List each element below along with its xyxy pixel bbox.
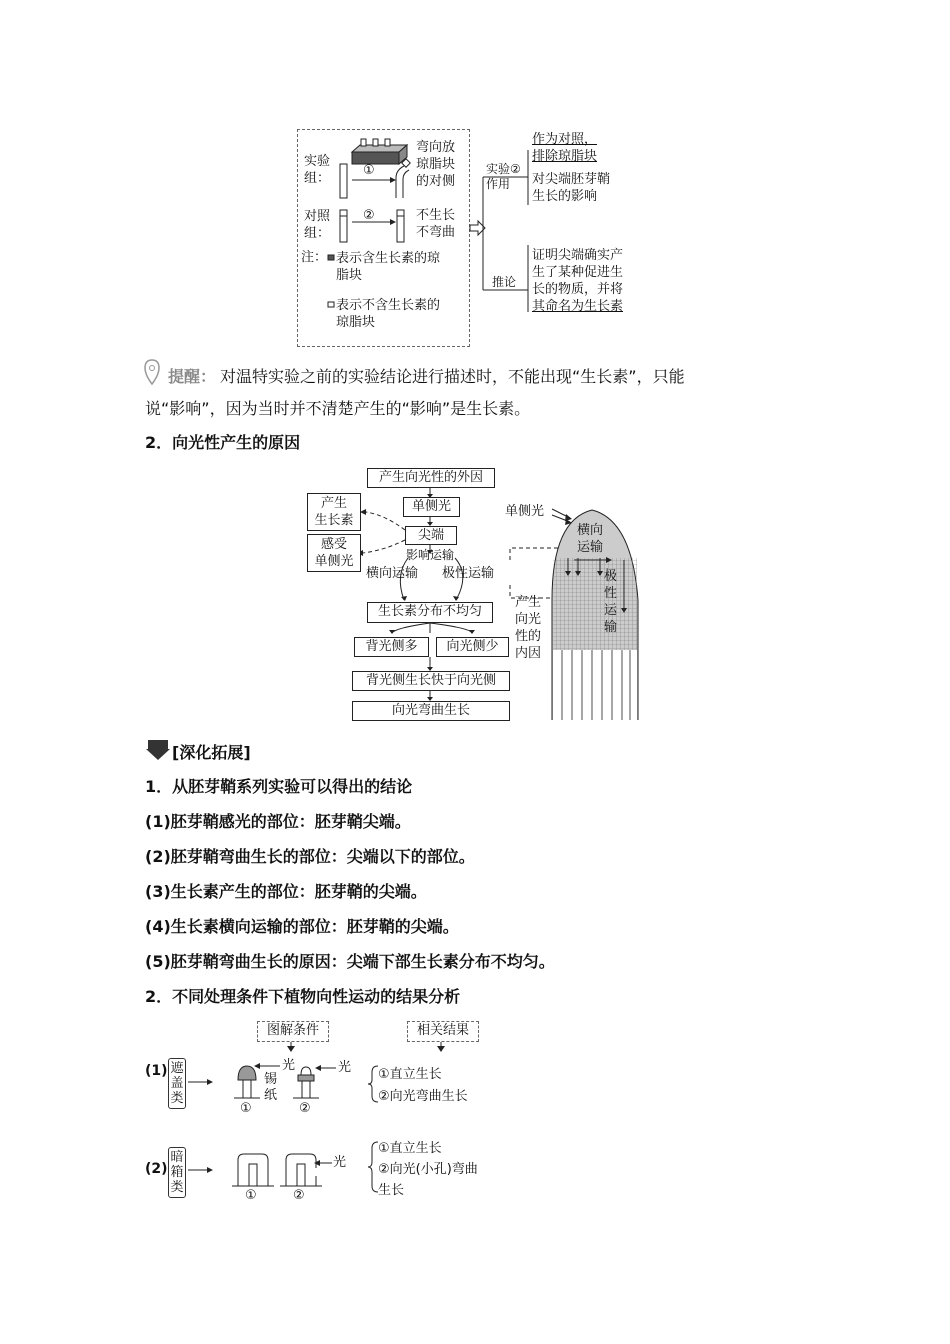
col-results: 相关结果 [407,1021,479,1042]
list-item-4: (4)生长素横向运输的部位：胚芽鞘的尖端。 [145,917,459,936]
list-item-2: (2)胚芽鞘弯曲生长的部位：尖端以下的部位。 [145,847,475,866]
light-box: 单侧光 [403,497,460,517]
tip-line-1: 对温特实验之前的实验结论进行描述时，不能出现“生长素”，只能 [220,367,685,386]
row2-results: ①直立生长 ②向光(小孔)弯曲 生长 [378,1141,478,1198]
side-light-label: 单侧光 [505,504,545,519]
bend-box: 向光弯曲生长 [352,701,510,721]
outer-cause-box: 产生向光性的外因 [367,468,495,488]
row2-n1: ① [245,1188,257,1203]
row2-n2: ② [293,1188,305,1203]
list-item-3: (3)生长素产生的部位：胚芽鞘的尖端。 [145,882,427,901]
num-1: ① [363,163,375,178]
heading-3: 2．不同处理条件下植物向性运动的结果分析 [145,987,461,1006]
row1-n2: ② [299,1101,311,1116]
row1-light-1: 光 [282,1058,296,1073]
row2-type: 暗 箱 类 [168,1147,186,1198]
front-less-box: 向光侧少 [436,637,509,657]
uneven-box: 生长素分布不均匀 [367,602,493,623]
row2-light: 光 [333,1155,347,1170]
num-2: ② [363,208,375,223]
tip-label: 提醒： [168,367,217,386]
note-2: 表示不含生长素的 琼脂块 [336,298,441,330]
branch-bottom-label: 推论 [492,275,517,289]
faster-box: 背光侧生长快于向光侧 [352,671,510,691]
row2-num: (2) [145,1161,168,1177]
lateral-label: 横向运输 [366,566,419,581]
back-more-box: 背光侧多 [354,637,429,657]
affect-label: 影响运输 [406,548,455,562]
tip-box: 尖端 [405,526,457,545]
note-1: 表示含生长素的琼 脂块 [336,251,441,283]
foil-cap-plant-icon [234,1066,260,1098]
top-texts: 作为对照， 排除琼脂块 对尖端胚芽鞘 生长的影响 [532,132,611,204]
bottom-texts: 证明尖端确实产 生了某种促进生 长的物质，并将 其命名为生长素 [532,248,624,314]
ctrl-group-label: 对照组： [304,209,331,241]
agar-block-with-tips-icon [352,139,407,164]
heading-2: 2．向光性产生的原因 [145,433,301,452]
ctrl-result: 不生长 不弯曲 [416,208,456,240]
list-item-1: (1)胚芽鞘感光的部位：胚芽鞘尖端。 [145,812,411,831]
produce-box: 产生 生长素 [307,493,361,531]
branch-top-label: 实验②作用 [486,162,521,191]
polar-label: 极性运输 [442,566,495,581]
note-prefix: 注： [301,250,328,265]
row1-results: ①直立生长 ②向光弯曲生长 [378,1067,468,1104]
row1-light-2: 光 [338,1060,352,1075]
coleoptile-bent-icon [396,159,410,198]
col-conditions: 图解条件 [257,1021,329,1042]
sense-box: 感受 单侧光 [307,534,361,572]
list1-heading: 1．从胚芽鞘系列实验可以得出的结论 [145,777,413,796]
side-lateral-label: 横向 运输 [577,523,604,555]
exp-result: 弯向放 琼脂块 的对侧 [416,140,456,189]
row1-n1: ① [240,1101,252,1116]
foil-sleeve-plant-icon [293,1067,319,1098]
side-polar-label: 极 性 运 输 [604,569,618,635]
coleoptile-straight-icon [340,164,347,198]
section-title: [深化拓展] [172,743,251,762]
dark-box-hole-icon [280,1154,322,1186]
section-arrow-icon [146,740,170,760]
dark-box-closed-icon [232,1154,274,1186]
row1-num: (1) [145,1063,168,1079]
pin-icon [145,360,159,384]
list-item-5: (5)胚芽鞘弯曲生长的原因：尖端下部生长素分布不均匀。 [145,952,555,971]
row1-type: 遮 盖 类 [168,1058,186,1109]
tip-line-2: 说“影响”，因为当时并不清楚产生的“影响”是生长素。 [145,399,531,418]
inner-cause: 产生 向光 性的 内因 [515,595,542,661]
row1-foil: 锡 纸 [264,1072,278,1103]
exp-group-label: 实验组： [304,154,331,186]
